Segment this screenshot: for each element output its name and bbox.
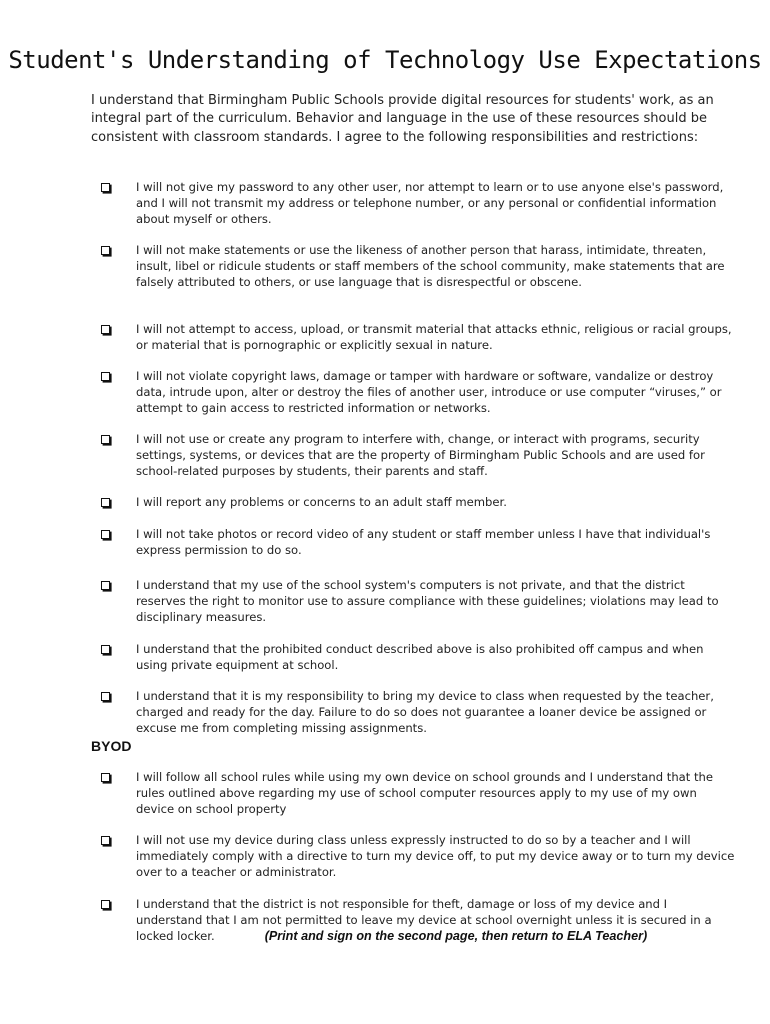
list-item-text: I understand that it is my responsibility to bring my device to class when requested by the teacher, charged and ready for the day. Failure to do so does not guarantee a loaner device be assigned or excuse me from completing missing assignments.: [136, 689, 714, 735]
checkbox-icon: [101, 372, 110, 381]
checkbox-icon: [101, 900, 110, 909]
checkbox-icon: [101, 530, 110, 539]
list-item-text: [136, 897, 736, 944]
checkbox-icon: [101, 325, 110, 334]
list-item-text: I will not use my device during class unless expressly instructed to do so by a teacher and I will immediately comply with a directive to turn my device off, to put my device away or to turn my device over to a teacher or administrator.: [136, 833, 735, 879]
list-item-text: I will not make statements or use the likeness of another person that harass, intimidate, threaten, insult, libel or ridicule students or staff members of the school community, make statements that are falsely attributed to others, or use language that is disrespectful or obscene.: [136, 243, 725, 289]
list-item-text: I understand that the prohibited conduct described above is also prohibited off campus and when using private equipment at school.: [136, 642, 704, 672]
checkbox-icon: [101, 498, 110, 507]
list-item-text: I will not violate copyright laws, damage or tamper with hardware or software, vandalize or destroy data, intrude upon, alter or destroy the files of another user, introduce or use computer “viruses,” or attempt to gain access to restricted information or networks.: [136, 369, 722, 415]
checkbox-icon: [101, 435, 110, 444]
checkbox-icon: [101, 246, 110, 255]
list-item-text: I understand that my use of the school system's computers is not private, and that the district reserves the right to monitor use to assure compliance with these guidelines; violations may lead to disciplinary measures.: [136, 578, 719, 624]
list-item-text: I will not attempt to access, upload, or transmit material that attacks ethnic, religious or racial groups, or material that is pornographic or explicitly sexual in nature.: [136, 322, 732, 352]
list-item-text-body: I understand that the district is not responsible for theft, damage or loss of my device and I understand that I am not permitted to leave my device at school overnight unless it is secured in a locked locker.: [136, 897, 712, 943]
checkbox-icon: [101, 645, 110, 654]
list-item-text: I will not use or create any program to interfere with, change, or interact with programs, security settings, systems, or devices that are the property of Birmingham Public Schools and are used for school-related purposes by students, their parents and staff.: [136, 432, 705, 478]
list-item-text: I will not give my password to any other user, nor attempt to learn or to use anyone else's password, and I will not transmit my address or telephone number, or any personal or confidential information about myself or others.: [136, 180, 724, 226]
checkbox-icon: [101, 773, 110, 782]
checkbox-icon: [101, 183, 110, 192]
closing-note: (Print and sign on the second page, then return to ELA Teacher): [264, 928, 648, 943]
checkbox-icon: [101, 581, 110, 590]
list-item-text: I will not take photos or record video of any student or staff member unless I have that individual's express permission to do so.: [136, 527, 711, 557]
intro-paragraph: I understand that Birmingham Public Schools provide digital resources for students' work, as an integral part of the curriculum. Behavior and language in the use of these resources should be consistent with classroom standards. I agree to the following responsibilities and restrictions:: [91, 93, 714, 145]
checkbox-icon: [101, 836, 110, 845]
checkbox-icon: [101, 692, 110, 701]
list-item-text: I will report any problems or concerns to an adult staff member.: [136, 495, 507, 509]
list-item-text: I will follow all school rules while using my own device on school grounds and I understand that the rules outlined above regarding my use of school computer resources apply to my use of my own device on school property: [136, 770, 714, 816]
document-title: Student's Understanding of Technology Use Expectations: [8, 46, 762, 74]
byod-heading: BYOD: [91, 738, 132, 754]
